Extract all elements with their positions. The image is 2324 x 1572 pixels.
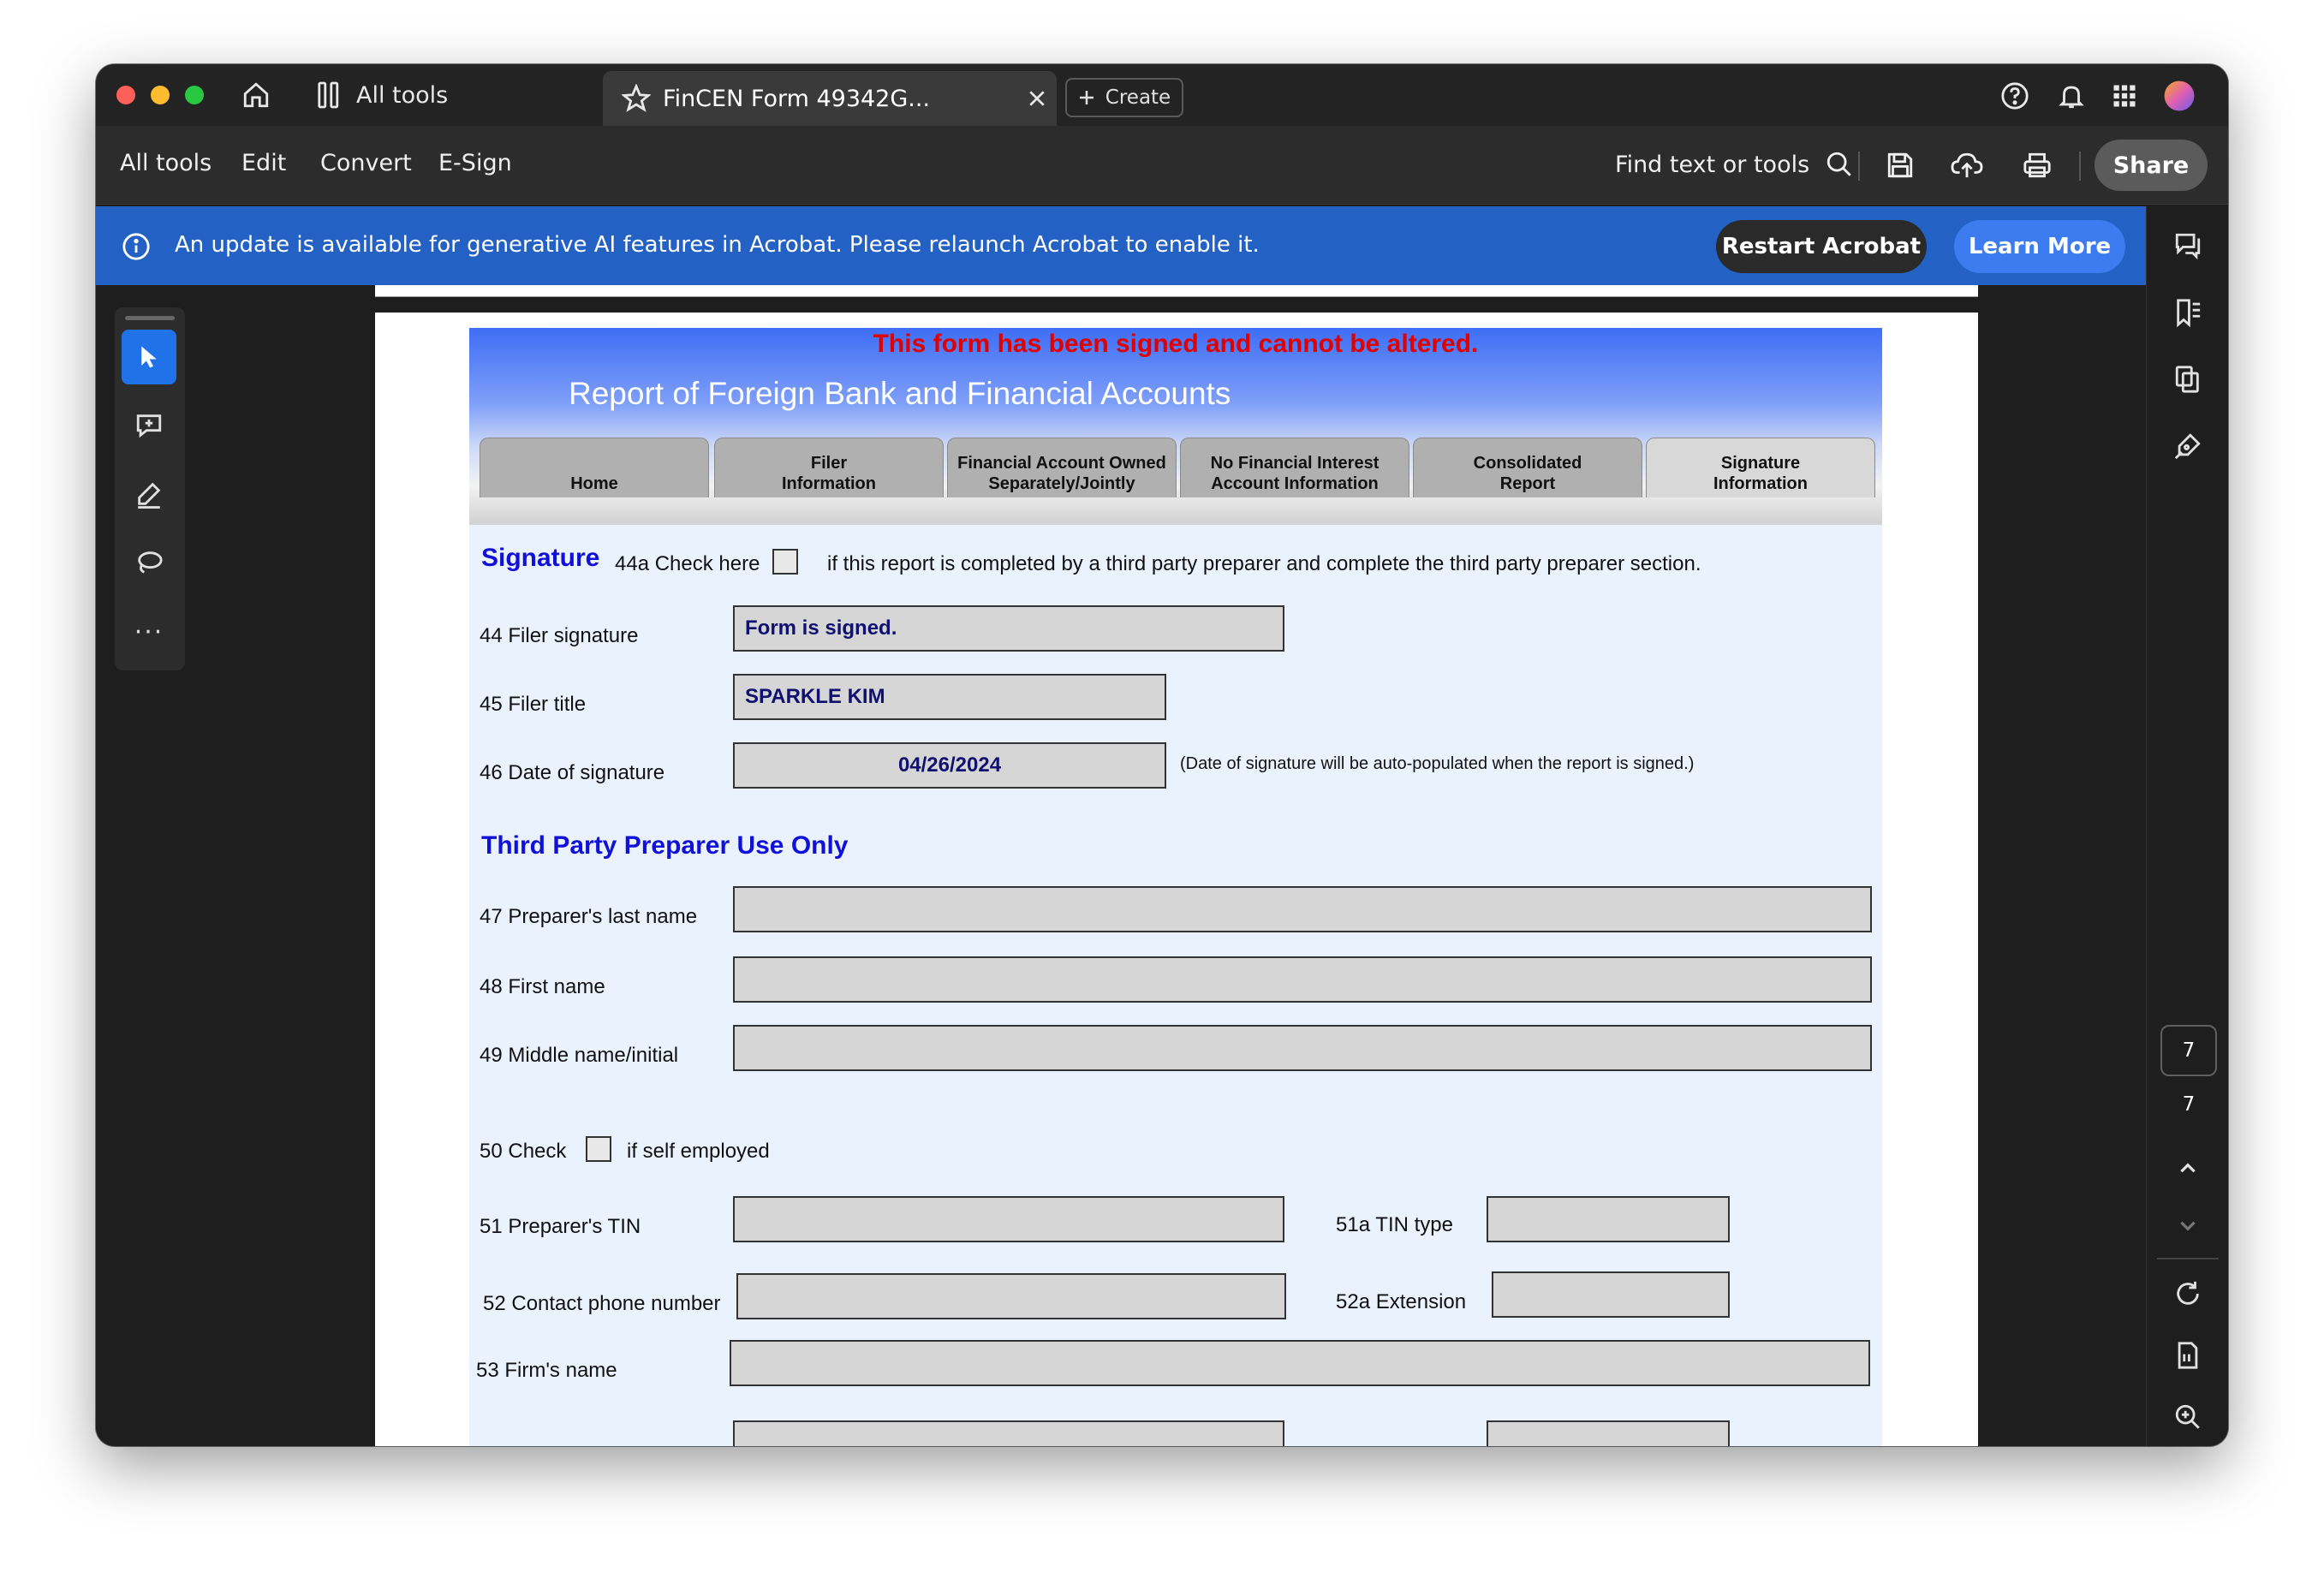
preparer-tin-field[interactable] bbox=[733, 1196, 1284, 1242]
form-tab-home[interactable] bbox=[480, 438, 709, 497]
check-44a-description: if this report is completed by a third party preparer and complete the third party preparer section. bbox=[827, 552, 1701, 575]
tools-icon bbox=[317, 80, 341, 110]
banner-message: An update is available for generative AI features in Acrobat. Please relaunch Acrobat to enable it. bbox=[175, 232, 1260, 258]
date-of-signature-label: 46 Date of signature bbox=[480, 761, 665, 784]
comments-panel-button[interactable] bbox=[2167, 225, 2208, 266]
date-note: (Date of signature will be auto-populated when the report is signed.) bbox=[1180, 754, 1695, 773]
upload-cloud-button[interactable] bbox=[1946, 145, 1988, 186]
signed-notice: This form has been signed and cannot be altered. bbox=[873, 330, 1479, 358]
draw-tool-button[interactable] bbox=[122, 535, 176, 590]
form-tab-label: Financial Account Owned Separately/Jointly bbox=[957, 454, 1166, 493]
form-tab-filer-information[interactable] bbox=[714, 438, 944, 497]
user-avatar[interactable] bbox=[2160, 76, 2199, 116]
bookmark-icon bbox=[2173, 298, 2202, 327]
chevron-down-icon bbox=[2177, 1214, 2199, 1236]
page-fit-button[interactable] bbox=[2167, 1335, 2208, 1376]
form-tab-label: Filer Information bbox=[782, 454, 876, 493]
acrobat-window bbox=[96, 64, 2228, 1446]
add-comment-tool-button[interactable] bbox=[122, 398, 176, 453]
form-body bbox=[469, 525, 1882, 1446]
preparer-middle-name-field[interactable] bbox=[733, 1025, 1872, 1071]
right-sidebar bbox=[2146, 206, 2228, 1446]
find-label: Find text or tools bbox=[1615, 151, 1810, 178]
form-header bbox=[469, 328, 1882, 525]
tin-type-field[interactable] bbox=[1487, 1196, 1730, 1242]
pdf-page bbox=[375, 313, 1978, 1446]
update-banner bbox=[96, 206, 2146, 285]
sidebar-divider bbox=[2157, 1258, 2219, 1259]
contact-phone-field[interactable] bbox=[736, 1273, 1286, 1319]
rotate-button[interactable] bbox=[2167, 1273, 2208, 1314]
preparer-first-name-label: 48 First name bbox=[480, 975, 605, 998]
share-button[interactable]: Share bbox=[2095, 140, 2208, 191]
form-tab-label: Signature Information bbox=[1713, 454, 1808, 493]
menu-divider bbox=[1858, 152, 1860, 181]
form-tab-label: No Financial Interest Account Information bbox=[1210, 454, 1380, 493]
filer-title-label: 45 Filer title bbox=[480, 693, 587, 716]
check-50-description: if self employed bbox=[627, 1140, 770, 1163]
form-tab-financial-account-owned[interactable] bbox=[947, 438, 1177, 497]
tin-type-label: 51a TIN type bbox=[1336, 1213, 1453, 1236]
firm-name-field[interactable] bbox=[730, 1340, 1870, 1386]
star-icon[interactable] bbox=[622, 84, 651, 113]
filer-signature-field[interactable]: Form is signed. bbox=[733, 605, 1284, 652]
filer-signature-label: 44 Filer signature bbox=[480, 624, 639, 647]
previous-page-button[interactable] bbox=[2167, 1148, 2208, 1189]
menu-bar bbox=[96, 126, 2228, 205]
preparer-middle-name-label: 49 Middle name/initial bbox=[480, 1044, 679, 1067]
extension-field[interactable] bbox=[1492, 1271, 1730, 1318]
apps-button[interactable] bbox=[2105, 76, 2144, 116]
save-button[interactable] bbox=[1879, 145, 1922, 186]
help-icon bbox=[2000, 81, 2029, 110]
save-icon bbox=[1886, 151, 1915, 180]
lasso-icon bbox=[134, 548, 164, 577]
pages-panel-button[interactable] bbox=[2167, 359, 2208, 400]
form-tab-signature-information[interactable] bbox=[1646, 438, 1875, 497]
apps-grid-icon bbox=[2112, 83, 2137, 109]
firm-name-label: 53 Firm's name bbox=[476, 1359, 617, 1382]
preparer-first-name-field[interactable] bbox=[733, 956, 1872, 1003]
total-pages: 7 bbox=[2182, 1093, 2196, 1116]
left-toolbar bbox=[115, 307, 185, 670]
zoom-in-button[interactable] bbox=[2167, 1396, 2208, 1438]
close-tab-button[interactable] bbox=[1017, 89, 1057, 108]
home-tab[interactable] bbox=[229, 73, 283, 117]
preparer-last-name-label: 47 Preparer's last name bbox=[480, 905, 698, 928]
form-tab-label: Home bbox=[570, 474, 618, 493]
print-button[interactable] bbox=[2016, 145, 2059, 186]
form-tab-consolidated-report[interactable] bbox=[1413, 438, 1642, 497]
form-title: Report of Foreign Bank and Financial Accounts bbox=[569, 376, 1231, 411]
check-44a-label: 44a Check here bbox=[615, 552, 760, 575]
create-button[interactable] bbox=[1065, 78, 1183, 117]
minimize-window-button[interactable] bbox=[151, 86, 170, 104]
find-text-or-tools[interactable] bbox=[1615, 150, 1854, 179]
chevron-up-icon bbox=[2177, 1158, 2199, 1180]
create-button-label: Create bbox=[1105, 86, 1171, 109]
document-tab[interactable] bbox=[603, 71, 1057, 126]
tab-bar bbox=[96, 64, 2228, 126]
sign-pen-icon bbox=[2173, 432, 2202, 461]
comment-add-icon bbox=[134, 411, 164, 440]
cursor-icon bbox=[136, 344, 162, 370]
notifications-button[interactable] bbox=[2052, 76, 2091, 116]
preparer-heading: Third Party Preparer Use Only bbox=[481, 831, 849, 860]
signature-heading: Signature bbox=[481, 544, 600, 572]
more-tools-button[interactable]: ··· bbox=[134, 617, 164, 647]
all-tools-tab-label: All tools bbox=[356, 81, 449, 109]
zoom-window-button[interactable] bbox=[185, 86, 204, 104]
contact-phone-label: 52 Contact phone number bbox=[483, 1292, 721, 1315]
next-row-field-right[interactable] bbox=[1487, 1420, 1730, 1446]
preparer-last-name-field[interactable] bbox=[733, 886, 1872, 932]
menu-edit[interactable]: Edit bbox=[241, 150, 287, 176]
restart-acrobat-button[interactable]: Restart Acrobat bbox=[1716, 220, 1927, 273]
home-icon bbox=[241, 80, 271, 110]
form-tab-no-financial-interest[interactable] bbox=[1180, 438, 1409, 497]
plus-icon bbox=[1078, 89, 1095, 106]
search-icon bbox=[1825, 150, 1854, 179]
fbar-form bbox=[469, 328, 1882, 1446]
zoom-in-icon bbox=[2173, 1402, 2202, 1432]
learn-more-button[interactable]: Learn More bbox=[1954, 220, 2125, 273]
menu-divider bbox=[2079, 152, 2081, 181]
third-party-preparer-checkbox[interactable] bbox=[772, 549, 798, 575]
preparer-tin-label: 51 Preparer's TIN bbox=[480, 1215, 641, 1238]
select-tool-button[interactable] bbox=[122, 330, 176, 384]
highlight-tool-button[interactable] bbox=[122, 467, 176, 521]
bell-icon bbox=[2057, 81, 2086, 110]
form-tab-label: Consolidated Report bbox=[1473, 454, 1582, 493]
close-icon bbox=[1028, 89, 1046, 108]
avatar-icon bbox=[2163, 80, 2196, 112]
close-window-button[interactable] bbox=[116, 86, 135, 104]
next-page-button[interactable] bbox=[2167, 1205, 2208, 1246]
current-page-input[interactable]: 7 bbox=[2160, 1025, 2217, 1076]
pages-icon bbox=[2173, 365, 2202, 394]
printer-icon bbox=[2023, 151, 2052, 180]
date-of-signature-field[interactable]: 04/26/2024 bbox=[733, 742, 1166, 789]
rotate-icon bbox=[2173, 1279, 2202, 1308]
all-tools-tab[interactable] bbox=[301, 73, 593, 117]
help-button[interactable] bbox=[1995, 76, 2035, 116]
cloud-upload-icon bbox=[1951, 151, 1983, 180]
info-icon bbox=[122, 232, 151, 261]
menu-esign[interactable]: E-Sign bbox=[438, 150, 512, 176]
menu-convert[interactable]: Convert bbox=[320, 150, 412, 176]
pen-icon bbox=[134, 479, 164, 509]
previous-page-edge bbox=[375, 285, 1978, 297]
document-tab-title: FinCEN Form 49342G... bbox=[663, 85, 931, 112]
extension-label: 52a Extension bbox=[1336, 1290, 1467, 1313]
page-fit-icon bbox=[2173, 1341, 2202, 1370]
bookmarks-panel-button[interactable] bbox=[2167, 292, 2208, 333]
fill-sign-panel-button[interactable] bbox=[2167, 426, 2208, 467]
self-employed-checkbox[interactable] bbox=[586, 1136, 611, 1162]
check-50-label: 50 Check bbox=[480, 1140, 567, 1163]
next-row-field[interactable] bbox=[733, 1420, 1284, 1446]
menu-all-tools[interactable]: All tools bbox=[120, 150, 212, 176]
filer-title-field[interactable]: SPARKLE KIM bbox=[733, 674, 1166, 720]
toolbar-grip[interactable] bbox=[125, 316, 175, 320]
comments-icon bbox=[2173, 231, 2202, 260]
